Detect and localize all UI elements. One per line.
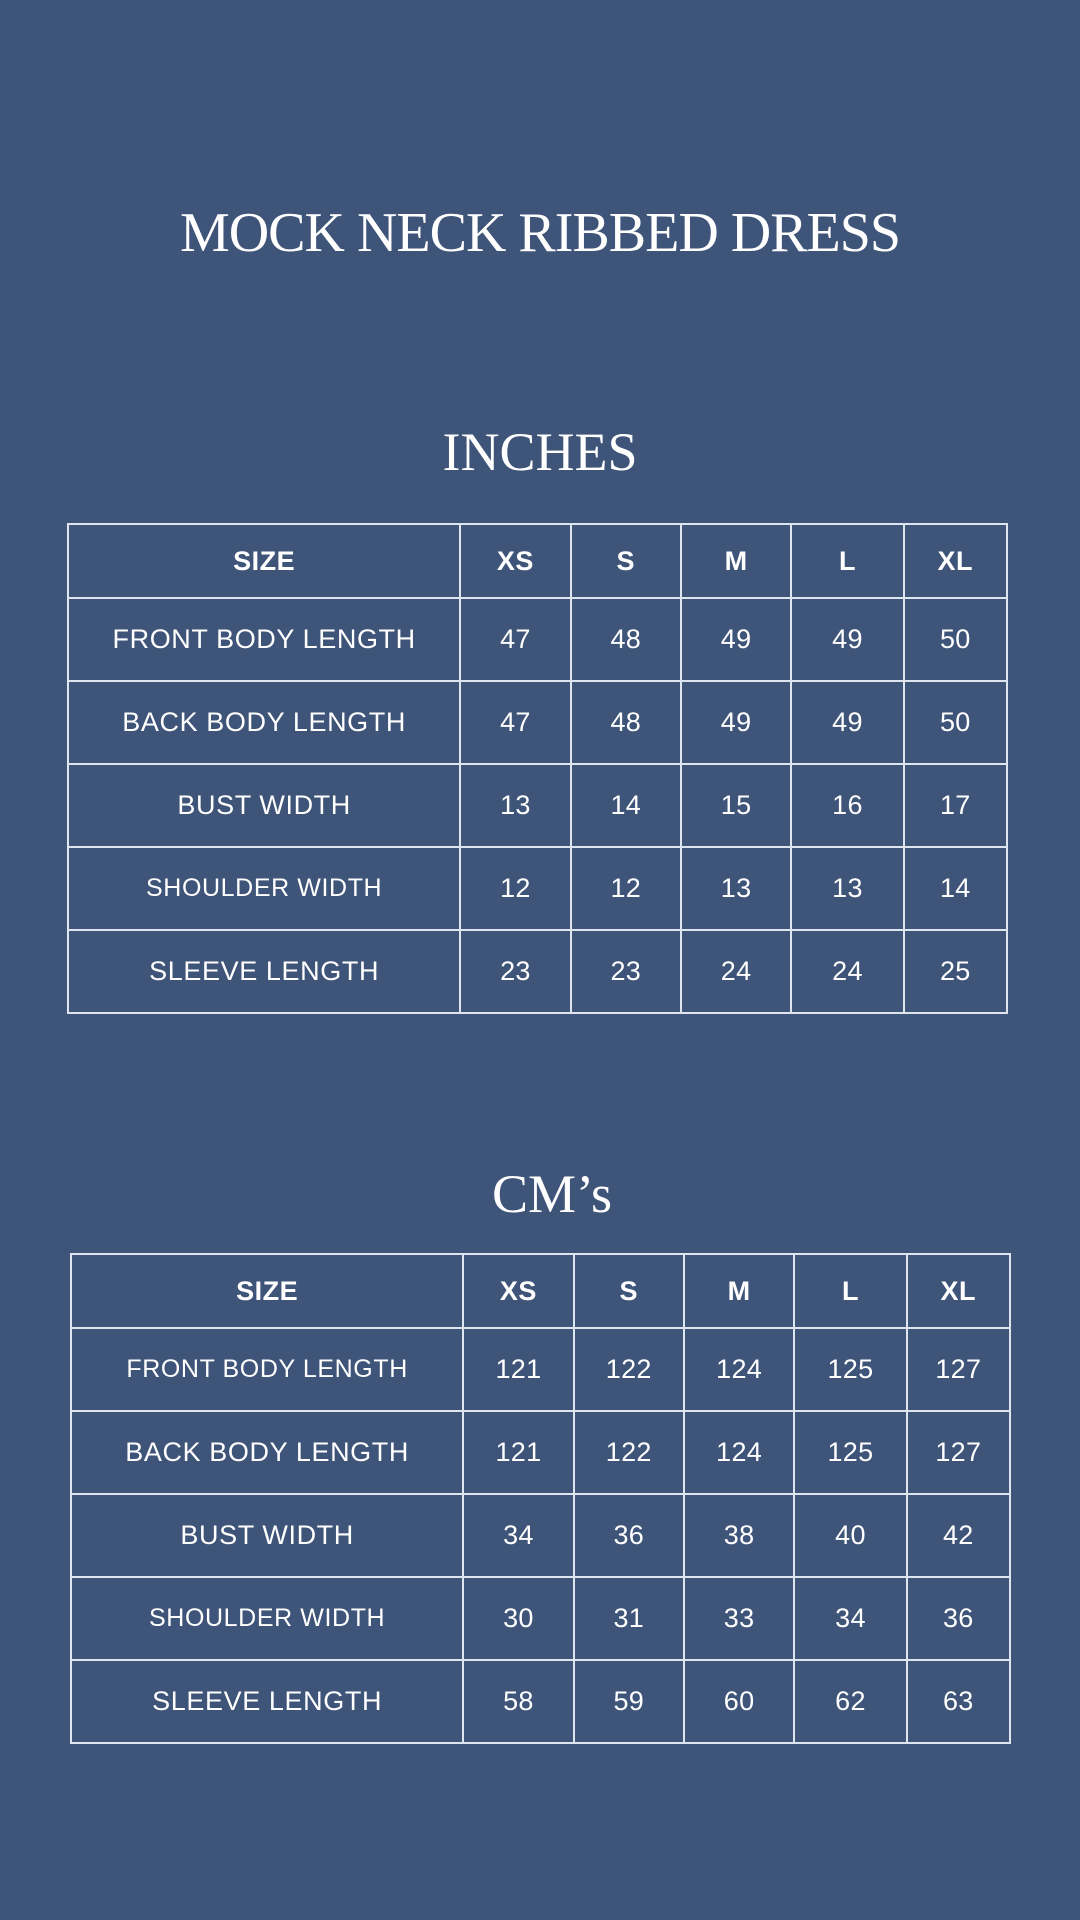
table-cell: 127 — [907, 1411, 1010, 1494]
table-cell: 122 — [574, 1411, 684, 1494]
table-cell: 14 — [571, 764, 681, 847]
table-row — [68, 930, 1007, 1013]
table-cell: 47 — [460, 598, 570, 681]
table-cell: 58 — [463, 1660, 573, 1743]
size-l-header: L — [794, 1254, 906, 1328]
table-row — [68, 764, 1007, 847]
cms-size-table — [70, 1253, 1011, 1744]
table-cell: 62 — [794, 1660, 906, 1743]
table-cell: 48 — [571, 598, 681, 681]
table-cell: 121 — [463, 1411, 573, 1494]
table-cell: 30 — [463, 1577, 573, 1660]
table-cell: 34 — [463, 1494, 573, 1577]
size-s-header: S — [571, 524, 681, 598]
table-row — [71, 1494, 1010, 1577]
table-cell: 23 — [460, 930, 570, 1013]
table-cell: 124 — [684, 1328, 794, 1411]
table-cell: 13 — [460, 764, 570, 847]
table-cell: 49 — [791, 598, 903, 681]
table-cell: 34 — [794, 1577, 906, 1660]
table-row — [71, 1411, 1010, 1494]
table-cell: 50 — [904, 681, 1007, 764]
table-cell: 38 — [684, 1494, 794, 1577]
size-xl-header: XL — [907, 1254, 1010, 1328]
table-cell: 49 — [681, 681, 791, 764]
table-cell: 14 — [904, 847, 1007, 930]
size-m-header: M — [681, 524, 791, 598]
inches-heading: INCHES — [442, 422, 638, 482]
table-cell: 124 — [684, 1411, 794, 1494]
row-label: SHOULDER WIDTH — [68, 847, 460, 930]
table-row — [68, 847, 1007, 930]
table-cell: 24 — [681, 930, 791, 1013]
row-label: SLEEVE LENGTH — [71, 1660, 463, 1743]
table-cell: 59 — [574, 1660, 684, 1743]
size-header: SIZE — [68, 524, 460, 598]
table-cell: 121 — [463, 1328, 573, 1411]
row-label: BUST WIDTH — [71, 1494, 463, 1577]
table-row — [68, 681, 1007, 764]
table-cell: 16 — [791, 764, 903, 847]
table-header-row — [68, 524, 1007, 598]
table-row — [71, 1577, 1010, 1660]
table-row — [71, 1660, 1010, 1743]
size-xs-header: XS — [463, 1254, 573, 1328]
row-label: BACK BODY LENGTH — [68, 681, 460, 764]
table-cell: 24 — [791, 930, 903, 1013]
row-label: SLEEVE LENGTH — [68, 930, 460, 1013]
page-title: MOCK NECK RIBBED DRESS — [179, 202, 901, 264]
table-cell: 125 — [794, 1328, 906, 1411]
table-cell: 50 — [904, 598, 1007, 681]
size-s-header: S — [574, 1254, 684, 1328]
table-cell: 48 — [571, 681, 681, 764]
table-cell: 12 — [460, 847, 570, 930]
table-row — [68, 598, 1007, 681]
table-cell: 17 — [904, 764, 1007, 847]
row-label: SHOULDER WIDTH — [71, 1577, 463, 1660]
table-cell: 12 — [571, 847, 681, 930]
table-cell: 122 — [574, 1328, 684, 1411]
table-cell: 42 — [907, 1494, 1010, 1577]
table-cell: 49 — [681, 598, 791, 681]
size-m-header: M — [684, 1254, 794, 1328]
table-cell: 60 — [684, 1660, 794, 1743]
row-label: FRONT BODY LENGTH — [68, 598, 460, 681]
inches-size-table — [67, 523, 1008, 1014]
table-cell: 31 — [574, 1577, 684, 1660]
table-cell: 23 — [571, 930, 681, 1013]
table-cell: 63 — [907, 1660, 1010, 1743]
row-label: BUST WIDTH — [68, 764, 460, 847]
table-cell: 40 — [794, 1494, 906, 1577]
row-label: BACK BODY LENGTH — [71, 1411, 463, 1494]
table-cell: 36 — [907, 1577, 1010, 1660]
table-cell: 13 — [791, 847, 903, 930]
cms-heading: CM’s — [491, 1164, 613, 1224]
size-xl-header: XL — [904, 524, 1007, 598]
size-xs-header: XS — [460, 524, 570, 598]
table-cell: 47 — [460, 681, 570, 764]
table-cell: 25 — [904, 930, 1007, 1013]
table-cell: 49 — [791, 681, 903, 764]
table-cell: 36 — [574, 1494, 684, 1577]
table-cell: 15 — [681, 764, 791, 847]
table-header-row — [71, 1254, 1010, 1328]
size-l-header: L — [791, 524, 903, 598]
table-cell: 13 — [681, 847, 791, 930]
table-cell: 125 — [794, 1411, 906, 1494]
table-cell: 33 — [684, 1577, 794, 1660]
table-cell: 127 — [907, 1328, 1010, 1411]
table-row — [71, 1328, 1010, 1411]
size-header: SIZE — [71, 1254, 463, 1328]
row-label: FRONT BODY LENGTH — [71, 1328, 463, 1411]
